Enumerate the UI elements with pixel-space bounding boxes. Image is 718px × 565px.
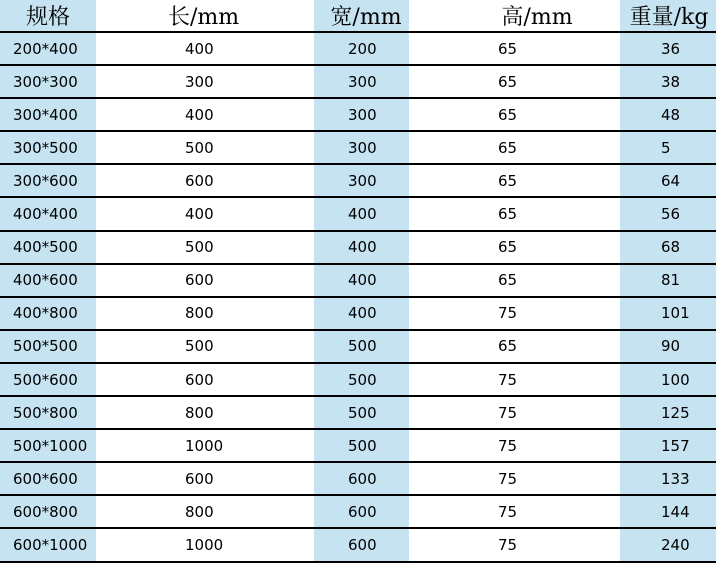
table-header-row xyxy=(0,0,716,33)
cell-height: 75 xyxy=(498,304,518,323)
cell-weight: 81 xyxy=(661,271,681,290)
cell-spec: 400*400 xyxy=(13,205,78,224)
cell-height: 75 xyxy=(498,370,518,389)
cell-length: 500 xyxy=(185,138,214,157)
cell-width: 300 xyxy=(348,72,377,91)
cell-height: 75 xyxy=(498,436,518,455)
header-height: 高/mm xyxy=(501,5,573,30)
cell-weight: 90 xyxy=(661,337,681,356)
cell-length: 600 xyxy=(185,271,214,290)
header-width: 宽/mm xyxy=(330,5,402,30)
cell-spec: 300*300 xyxy=(13,72,78,91)
cell-length: 400 xyxy=(185,205,214,224)
cell-height: 65 xyxy=(498,271,518,290)
cell-spec: 600*800 xyxy=(13,502,78,521)
cell-height: 65 xyxy=(498,337,518,356)
cell-spec: 300*400 xyxy=(13,105,78,124)
table-row xyxy=(0,496,716,529)
header-weight: 重量/kg xyxy=(629,5,709,30)
cell-width: 500 xyxy=(348,403,377,422)
cell-weight: 125 xyxy=(661,403,690,422)
cell-weight: 68 xyxy=(661,238,681,257)
cell-weight: 48 xyxy=(661,105,681,124)
table-row xyxy=(0,99,716,132)
cell-length: 600 xyxy=(185,469,214,488)
cell-length: 1000 xyxy=(185,436,224,455)
cell-weight: 5 xyxy=(661,138,671,157)
cell-weight: 100 xyxy=(661,370,690,389)
table-row xyxy=(0,331,716,364)
cell-spec: 500*600 xyxy=(13,370,78,389)
cell-height: 75 xyxy=(498,403,518,422)
cell-length: 600 xyxy=(185,171,214,190)
cell-spec: 300*600 xyxy=(13,171,78,190)
cell-spec: 400*800 xyxy=(13,304,78,323)
header-spec: 规格 xyxy=(26,5,71,30)
cell-spec: 500*500 xyxy=(13,337,78,356)
cell-weight: 38 xyxy=(661,72,681,91)
cell-length: 400 xyxy=(185,105,214,124)
cell-width: 500 xyxy=(348,370,377,389)
table-row xyxy=(0,33,716,66)
cell-width: 400 xyxy=(348,271,377,290)
cell-width: 600 xyxy=(348,536,377,555)
cell-length: 1000 xyxy=(185,536,224,555)
cell-height: 65 xyxy=(498,105,518,124)
cell-height: 75 xyxy=(498,469,518,488)
cell-length: 500 xyxy=(185,337,214,356)
cell-width: 400 xyxy=(348,304,377,323)
header-length: 长/mm xyxy=(168,5,240,30)
cell-length: 800 xyxy=(185,304,214,323)
cell-height: 75 xyxy=(498,536,518,555)
cell-width: 200 xyxy=(348,39,377,58)
table-row xyxy=(0,232,716,265)
cell-weight: 56 xyxy=(661,205,681,224)
cell-weight: 133 xyxy=(661,469,690,488)
cell-width: 300 xyxy=(348,171,377,190)
cell-spec: 400*500 xyxy=(13,238,78,257)
cell-spec: 200*400 xyxy=(13,39,78,58)
cell-width: 400 xyxy=(348,205,377,224)
cell-weight: 101 xyxy=(661,304,690,323)
cell-weight: 64 xyxy=(661,171,681,190)
cell-width: 600 xyxy=(348,502,377,521)
cell-spec: 600*1000 xyxy=(13,536,88,555)
cell-length: 800 xyxy=(185,502,214,521)
cell-length: 500 xyxy=(185,238,214,257)
table-row xyxy=(0,463,716,496)
cell-weight: 157 xyxy=(661,436,690,455)
cell-weight: 144 xyxy=(661,502,690,521)
cell-spec: 400*600 xyxy=(13,271,78,290)
cell-height: 65 xyxy=(498,39,518,58)
cell-width: 600 xyxy=(348,469,377,488)
cell-weight: 36 xyxy=(661,39,681,58)
table-row xyxy=(0,199,716,232)
table-row xyxy=(0,298,716,331)
cell-height: 65 xyxy=(498,205,518,224)
cell-height: 65 xyxy=(498,138,518,157)
cell-width: 500 xyxy=(348,337,377,356)
table-row xyxy=(0,530,716,563)
cell-spec: 500*1000 xyxy=(13,436,88,455)
cell-width: 400 xyxy=(348,238,377,257)
table-row xyxy=(0,66,716,99)
cell-spec: 300*500 xyxy=(13,138,78,157)
cell-height: 65 xyxy=(498,238,518,257)
cell-height: 75 xyxy=(498,502,518,521)
table-row xyxy=(0,132,716,165)
cell-length: 300 xyxy=(185,72,214,91)
cell-weight: 240 xyxy=(661,536,690,555)
table-row xyxy=(0,430,716,463)
table-row xyxy=(0,364,716,397)
cell-width: 500 xyxy=(348,436,377,455)
cell-height: 65 xyxy=(498,72,518,91)
table-row xyxy=(0,397,716,430)
table-row xyxy=(0,165,716,198)
cell-width: 300 xyxy=(348,105,377,124)
cell-width: 300 xyxy=(348,138,377,157)
cell-length: 800 xyxy=(185,403,214,422)
table-row xyxy=(0,265,716,298)
cell-spec: 600*600 xyxy=(13,469,78,488)
cell-length: 600 xyxy=(185,370,214,389)
cell-height: 65 xyxy=(498,171,518,190)
cell-length: 400 xyxy=(185,39,214,58)
cell-spec: 500*800 xyxy=(13,403,78,422)
